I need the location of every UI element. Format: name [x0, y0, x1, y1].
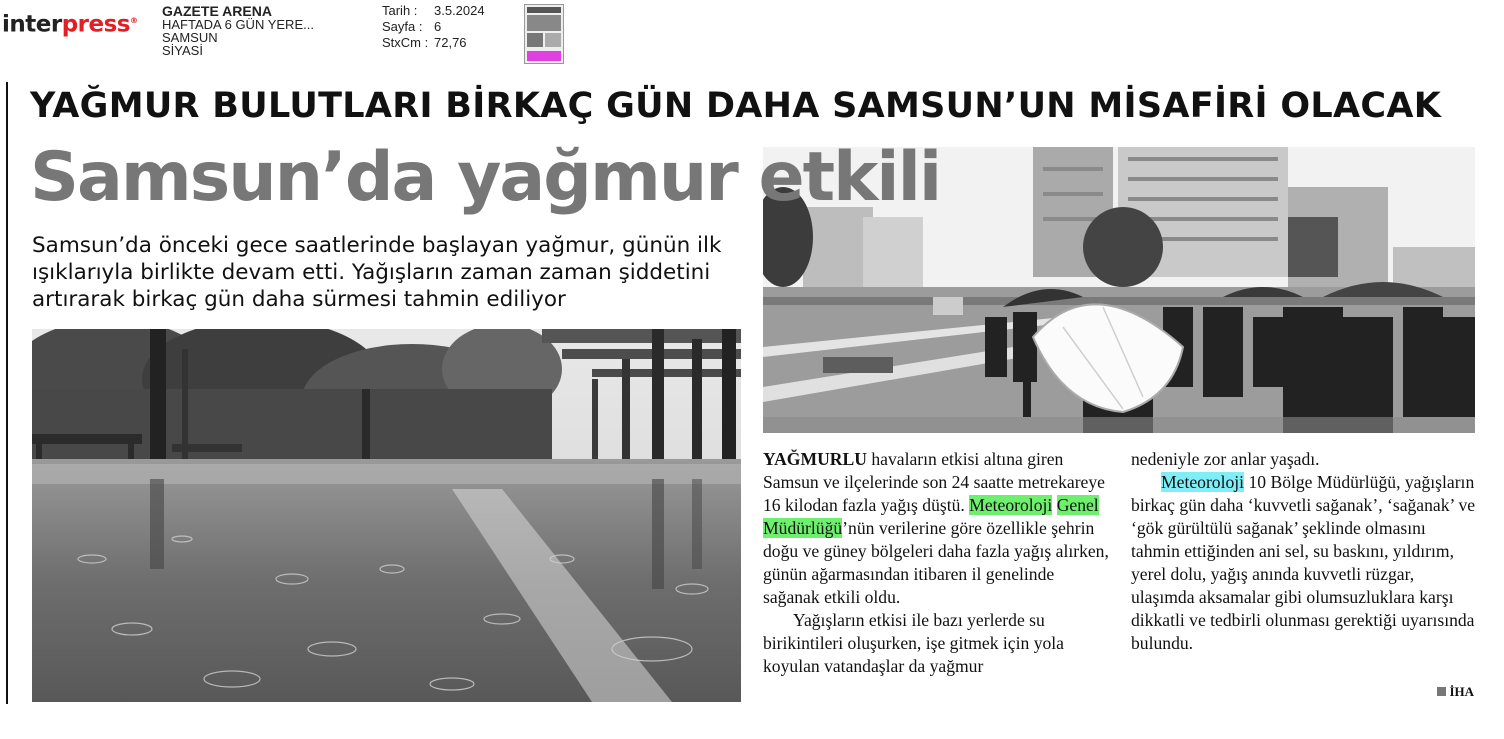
page-value: 6	[434, 19, 442, 34]
stxcm-value: 72,76	[434, 35, 467, 50]
highlight-genel-mudurlugu[interactable]: Genel Müdürlüğü	[763, 495, 1099, 538]
interpress-logo: interpress®	[2, 11, 138, 38]
clipping-meta	[382, 3, 485, 51]
highlight-meteoroloji[interactable]: Meteoroloji	[1161, 472, 1245, 492]
publication-category: SİYASİ	[162, 43, 203, 58]
article-column-2	[1131, 448, 1476, 655]
body-paragraph: YAĞMURLU havaların etkisi altına giren Samsun ve ilçelerinde son 24 saatte metrekareye 16 kilodan fazla yağış düştü. Meteoroloji Genel Müdürlüğü’nün verilerine göre özellikle şehrin doğu ve güney bölgeleri daha fazla yağış alırken, günün ağarmasından itibaren il genelinde sağanak etkili oldu.	[763, 449, 1109, 607]
square-icon	[1437, 687, 1446, 696]
opening-word: YAĞMURLU	[763, 449, 867, 469]
body-paragraph: Yağışların etkisi ile bazı yerlerde su birikintileri oluşurken, işe gitmek için yola koyulan vatandaşlar da yağmur	[763, 610, 1064, 676]
body-paragraph: Meteoroloji 10 Bölge Müdürlüğü, yağışların birkaç gün daha ‘kuvvetli sağanak’, ‘sağanak’ ve ‘gök gürültülü sağanak’ şeklinde olmasını tahmin ettiğinden ani sel, su baskını, yıldırım, yerel dolu, yağış anında kuvvetli rüzgar, ulaşımda aksamalar gibi olumsuzluklara karşı dikkatli ve tedbirli olunması gerektiği uyarısında bulundu.	[1131, 472, 1476, 653]
publication-name: GAZETE ARENA	[162, 3, 272, 19]
highlight-meteoroloji[interactable]: Meteoroloji	[969, 495, 1053, 515]
publication-city: SAMSUN	[162, 30, 218, 45]
stxcm-label: StxCm :	[382, 35, 429, 50]
page-label: Sayfa :	[382, 19, 423, 34]
body-paragraph: nedeniyle zor anlar yaşadı.	[1131, 449, 1320, 469]
date-label: Tarih :	[382, 3, 418, 18]
article-lead: Samsun’da önceki gece saatlerinde başlayan yağmur, günün ilk ışıklarıyla birlikte devam etti. Yağışların zaman zaman şiddetini artırarak birkaç gün daha sürmesi tahmin ediliyor	[32, 233, 722, 312]
article-column-1	[763, 448, 1115, 678]
page-thumbnail[interactable]	[524, 4, 564, 64]
publication-frequency: HAFTADA 6 GÜN YERE...	[162, 17, 314, 32]
article-kicker: YAĞMUR BULUTLARI BİRKAÇ GÜN DAHA SAMSUN’UN MİSAFİRİ OLACAK	[30, 86, 1442, 126]
article-headline: Samsun’da yağmur etkili	[30, 138, 941, 217]
news-agency-credit: İHA	[1437, 684, 1474, 700]
clipping-info	[162, 5, 314, 57]
flooded-park-photo	[32, 329, 741, 702]
clipping-border	[6, 82, 8, 704]
date-value: 3.5.2024	[434, 3, 485, 18]
